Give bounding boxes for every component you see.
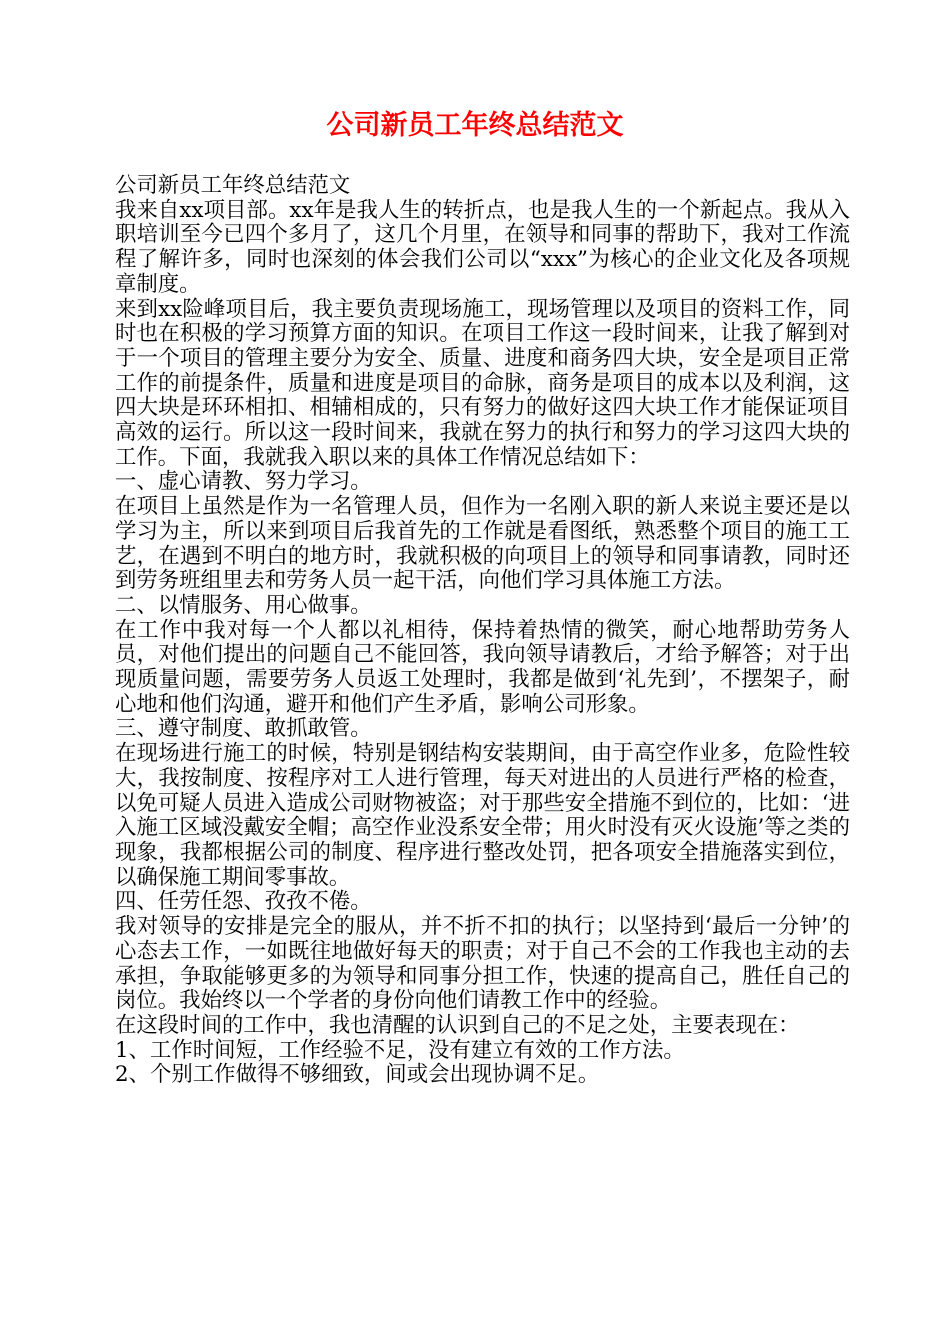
document-title: 公司新员工年终总结范文 — [326, 110, 624, 141]
paragraph-section-1: 在项目上虽然是作为一名管理人员，但作为一名刚入职的新人来说主要还是以学习为主，所以来到项目后我首先的工作就是看图纸，熟悉整个项目的施工工艺，在遇到不明白的地方时，我就积极的向项目上的领导和同事请教，同时还到劳务班组里去和劳务人员一起干活，向他们学习具体施工方法。 — [115, 494, 850, 594]
paragraph-section-3: 在现场进行施工的时候，特别是钢结构安装期间，由于高空作业多，危险性较大，我按制度、按程序对工人进行管理，每天对进出的人员进行严格的检查，以免可疑人员进入造成公司财物被盗；对于那些安全措施不到位的，比如：‘进入施工区域没戴安全帽；高空作业没系安全带；用火时没有灭火设施’等之类的现象，我都根据公司的制度、程序进行整改处罚，把各项安全措施落实到位，以确保施工期间零事故。 — [115, 741, 850, 890]
paragraph-section-2: 在工作中我对每一个人都以礼相待，保持着热情的微笑，耐心地帮助劳务人员，对他们提出的问题自己不能回答，我向领导请教后，才给予解答；对于出现质量问题，需要劳务人员返工处理时，我都是做到‘礼先到’，不摆架子，耐心地和他们沟通，避开和他们产生矛盾，影响公司形象。 — [115, 617, 850, 717]
paragraph-intro: 我来自xx项目部。xx年是我人生的转折点，也是我人生的一个新起点。我从入职培训至今已四个多月了，这几个月里，在领导和同事的帮助下，我对工作流程了解许多，同时也深刻的体会我们公司以“xxx”为核心的企业文化及各项规章制度。 — [115, 197, 850, 297]
section-heading-1: 一、虚心请教、努力学习。 — [115, 469, 372, 495]
section-heading-2: 二、以情服务、用心做事。 — [115, 592, 372, 618]
document-body — [115, 174, 850, 1088]
section-heading-3: 三、遵守制度、敢抓敢管。 — [115, 716, 372, 742]
paragraph-responsibilities: 来到xx险峰项目后，我主要负责现场施工，现场管理以及项目的资料工作，同时也在积极的学习预算方面的知识。在项目工作这一段时间来，让我了解到对于一个项目的管理主要分为安全、质量、进度和商务四大块，安全是项目正常工作的前提条件，质量和进度是项目的命脉，商务是项目的成本以及利润，这四大块是环环相扣、相辅相成的，只有努力的做好这四大块工作才能保证项目高效的运行。所以这一段时间来，我就在努力的执行和努力的学习这四大块的工作。下面，我就我入职以来的具体工作情况总结如下： — [115, 296, 850, 470]
paragraph-subtitle: 公司新员工年终总结范文 — [115, 173, 351, 198]
paragraph-section-4: 我对领导的安排是完全的服从，并不折不扣的执行；以坚持到‘最后一分钟’的心态去工作，一如既往地做好每天的职责；对于自己不会的工作我也主动的去承担，争取能够更多的为领导和同事分担工作，快速的提高自己，胜任自己的岗位。我始终以一个学者的身份向他们请教工作中的经验。 — [115, 914, 850, 1014]
paragraph-shortcomings: 在这段时间的工作中，我也清醒的认识到自己的不足之处，主要表现在： — [115, 1012, 800, 1038]
section-heading-4: 四、任劳任怨、孜孜不倦。 — [115, 889, 372, 915]
list-item-2: 2、个别工作做得不够细致，间或会出现协调不足。 — [115, 1062, 600, 1088]
list-item-1: 1、工作时间短，工作经验不足，没有建立有效的工作方法。 — [115, 1037, 685, 1063]
